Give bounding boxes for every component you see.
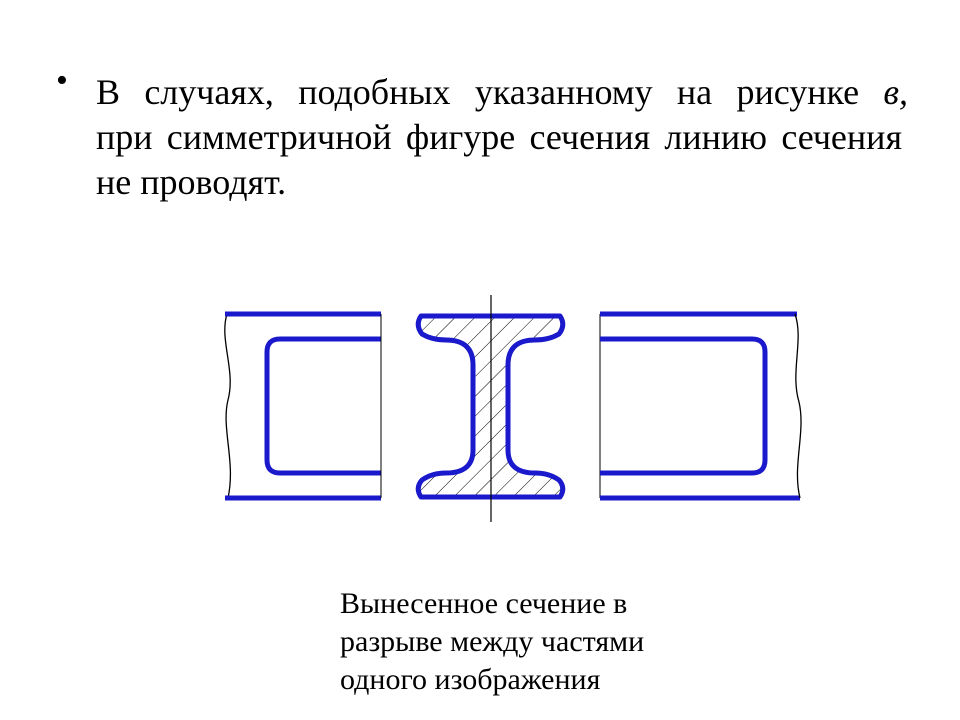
left-inner-outline	[267, 339, 381, 473]
figure-reference: в,	[883, 72, 909, 112]
text-line-2: при симметричной фигуре сечения линию сечения	[96, 117, 902, 157]
figure-caption	[340, 585, 644, 699]
caption-line-3: одного изображения	[340, 663, 601, 696]
left-break-line	[225, 314, 231, 498]
text-line-3: не проводят.	[96, 162, 287, 202]
text-line-1-content: В случаях, подобных указанному на рисунке	[96, 72, 860, 112]
bullet-point: •	[56, 62, 68, 99]
right-break-line	[795, 314, 801, 498]
caption-line-2: разрыве между частями	[340, 625, 645, 658]
right-part	[600, 314, 801, 498]
left-part	[225, 314, 381, 498]
right-inner-outline	[600, 339, 765, 473]
i-beam-section	[418, 295, 563, 522]
caption-line-1: Вынесенное сечение в	[340, 587, 628, 620]
